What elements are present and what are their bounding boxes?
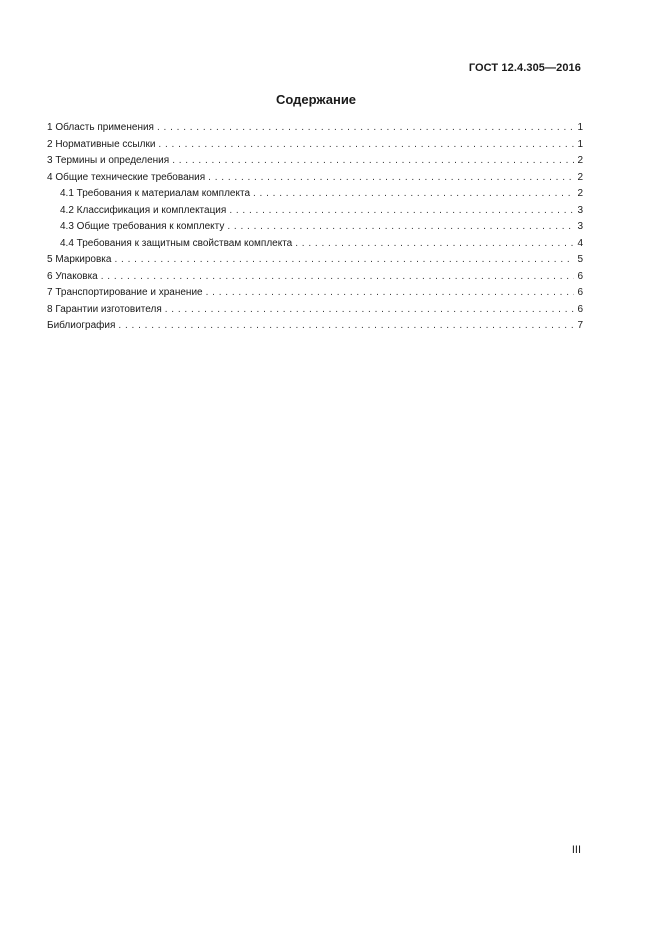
toc-entry-page: 2 [577,188,583,199]
toc-entry-page: 1 [577,122,583,133]
toc-entry-page: 6 [577,303,583,315]
toc-entry-label: 4.2 Классификация и комплектация [60,204,227,216]
toc-entry-5[interactable] [47,252,583,269]
toc-leader-dots [165,302,574,319]
toc-entry-label: 1 Область применения [47,122,154,133]
toc-leader-dots [157,120,574,137]
toc-entry-4-2[interactable] [47,203,583,220]
toc-entry-label: 4.3 Общие требования к комплекту [60,221,225,232]
toc-entry-page: 3 [577,221,583,232]
toc-entry-6[interactable] [47,269,583,286]
toc-entry-8[interactable] [47,302,583,319]
toc-leader-dots [118,318,574,335]
toc-leader-dots [158,137,574,154]
toc-leader-dots [101,269,574,286]
toc-entry-label: 5 Маркировка [47,254,112,265]
toc-entry-4-1[interactable] [47,186,583,203]
toc-entry-page: 3 [577,204,583,216]
toc-leader-dots [229,203,574,220]
toc-entry-2[interactable] [47,137,583,154]
toc-leader-dots [172,153,574,170]
toc-leader-dots [253,186,574,203]
toc-entry-4-3[interactable] [47,219,583,236]
toc-entry-label: 4.1 Требования к материалам комплекта [60,188,250,199]
toc-leader-dots [208,170,574,187]
toc-leader-dots [227,219,574,236]
toc-entry-label: 2 Нормативные ссылки [47,138,156,150]
toc-entry-page: 2 [577,171,583,183]
toc-entry-label: 4.4 Требования к защитным свойствам комплекта [60,237,293,249]
toc-entry-label: 3 Термины и определения [47,155,170,166]
toc-entry-page: 7 [577,320,583,331]
toc-entry-page: 4 [577,237,583,249]
page-number: III [571,844,581,856]
toc-entry-page: 6 [577,270,583,282]
toc-entry-page: 6 [577,287,583,298]
toc-entry-3[interactable] [47,153,583,170]
toc-entry-page: 1 [577,138,583,150]
toc-entry-label: 8 Гарантии изготовителя [47,303,162,315]
toc-entry-label: 6 Упаковка [47,270,98,282]
document-code: ГОСТ 12.4.305—2016 [468,62,581,74]
toc-entry-1[interactable] [47,120,583,137]
toc-entry-label: 7 Транспортирование и хранение [47,287,203,298]
toc-title: Содержание [275,92,357,107]
toc-leader-dots [206,285,574,302]
toc-entry-label: Библиография [47,320,116,331]
toc-entry-bibliography[interactable] [47,318,583,335]
toc-entry-label: 4 Общие технические требования [47,171,206,183]
toc-entry-page: 5 [577,254,583,265]
table-of-contents [47,120,583,335]
toc-entry-4[interactable] [47,170,583,187]
toc-leader-dots [114,252,574,269]
toc-entry-7[interactable] [47,285,583,302]
toc-entry-page: 2 [577,155,583,166]
toc-entry-4-4[interactable] [47,236,583,253]
toc-leader-dots [295,236,574,253]
